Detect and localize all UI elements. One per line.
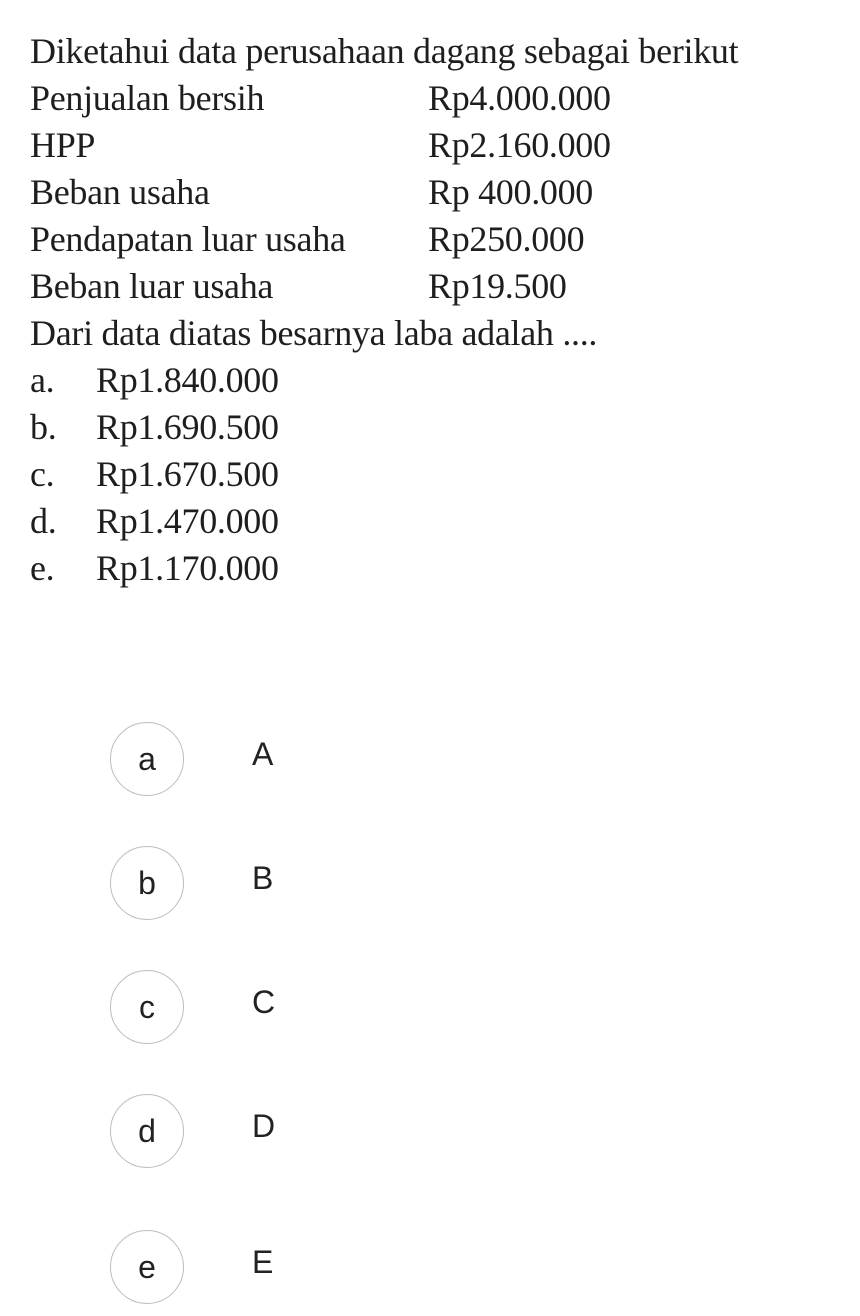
option-text: Rp1.670.500 bbox=[96, 454, 279, 494]
option-letter: d. bbox=[30, 501, 57, 541]
answer-label-e[interactable]: E bbox=[252, 1244, 274, 1280]
answer-radio-b[interactable]: b bbox=[110, 846, 184, 920]
data-value: Rp250.000 bbox=[428, 219, 585, 259]
data-label: Pendapatan luar usaha bbox=[30, 219, 346, 259]
data-value: Rp4.000.000 bbox=[428, 78, 611, 118]
answer-label-d[interactable]: D bbox=[252, 1108, 276, 1144]
option-text: Rp1.840.000 bbox=[96, 360, 279, 400]
answer-choice-a[interactable] bbox=[110, 722, 510, 800]
data-label: Beban usaha bbox=[30, 172, 210, 212]
answer-choice-b[interactable] bbox=[110, 846, 510, 924]
answer-label-a[interactable]: A bbox=[252, 736, 274, 772]
data-label: Beban luar usaha bbox=[30, 266, 274, 306]
option-text: Rp1.470.000 bbox=[96, 501, 279, 541]
option-letter: b. bbox=[30, 407, 57, 447]
data-value: Rp19.500 bbox=[428, 266, 567, 306]
answer-radio-a[interactable]: a bbox=[110, 722, 184, 796]
answer-radio-c[interactable]: c bbox=[110, 970, 184, 1044]
option-letter: a. bbox=[30, 360, 55, 400]
answer-radio-e[interactable]: e bbox=[110, 1230, 184, 1304]
data-value: Rp 400.000 bbox=[428, 172, 594, 212]
data-label: HPP bbox=[30, 125, 96, 165]
answer-choice-d[interactable] bbox=[110, 1094, 510, 1172]
answer-choice-e[interactable] bbox=[110, 1230, 510, 1308]
option-letter: c. bbox=[30, 454, 55, 494]
question-prompt: Dari data diatas besarnya laba adalah .... bbox=[30, 313, 598, 353]
question-intro: Diketahui data perusahaan dagang sebagai berikut bbox=[30, 31, 739, 71]
option-letter: e. bbox=[30, 548, 55, 588]
answer-label-c[interactable]: C bbox=[252, 984, 276, 1020]
option-text: Rp1.170.000 bbox=[96, 548, 279, 588]
answer-label-b[interactable]: B bbox=[252, 860, 274, 896]
data-label: Penjualan bersih bbox=[30, 78, 265, 118]
data-value: Rp2.160.000 bbox=[428, 125, 611, 165]
answer-choice-c[interactable] bbox=[110, 970, 510, 1048]
option-text: Rp1.690.500 bbox=[96, 407, 279, 447]
answer-radio-d[interactable]: d bbox=[110, 1094, 184, 1168]
